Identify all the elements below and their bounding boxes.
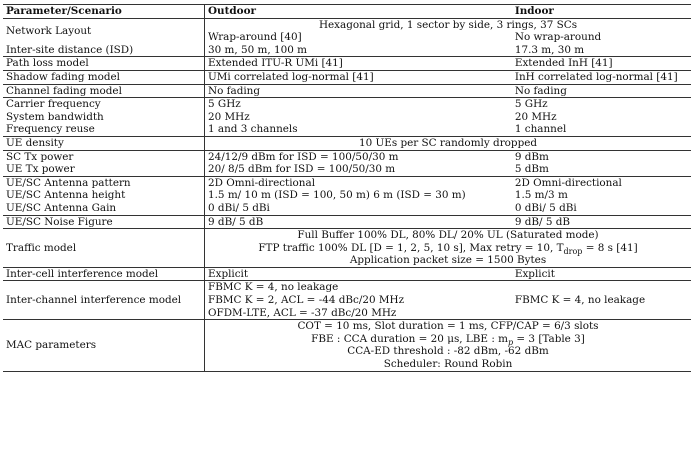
icim-outdoor: Explicit xyxy=(205,267,512,281)
row-label-ue-tx: UE Tx power xyxy=(3,163,205,176)
table-row xyxy=(3,215,691,229)
mac-line-2-text: FBE : CCA duration = 20 μs, LBE : m xyxy=(311,332,508,345)
ant-pattern-outdoor: 2D Omni-directional xyxy=(205,176,512,189)
path-loss-outdoor: Extended ITU-R UMi [41] xyxy=(205,57,512,71)
path-loss-indoor: Extended InH [41] xyxy=(512,57,691,71)
row-label-traffic: Traffic model xyxy=(3,229,205,268)
row-label-ant-pattern: UE/SC Antenna pattern xyxy=(3,176,205,189)
row-label-ue-density: UE density xyxy=(3,136,205,150)
ichim-outdoor-cell xyxy=(205,281,512,320)
row-label-ant-height: UE/SC Antenna height xyxy=(3,189,205,202)
row-label-bandwidth: System bandwidth xyxy=(3,111,205,124)
icim-indoor: Explicit xyxy=(512,267,691,281)
ichim-outdoor-line-2: FBMC K = 2, ACL = -44 dBc/20 MHz xyxy=(208,294,405,307)
ant-height-outdoor: 1.5 m/ 10 m (ISD = 100, 50 m) 6 m (ISD = 30 m) xyxy=(208,189,466,202)
row-label-ant-gain: UE/SC Antenna Gain xyxy=(3,202,205,215)
mac-line-4: Scheduler: Round Robin xyxy=(383,358,513,371)
mac-line-2-end: = 3 [Table 3] xyxy=(513,332,585,345)
shadow-indoor: InH correlated log-normal [41] xyxy=(512,70,691,84)
row-label-icim: Inter-cell interference model xyxy=(3,267,205,281)
row-label-mac: MAC parameters xyxy=(3,320,205,371)
table-row xyxy=(3,84,691,98)
mac-line-2-sub: p xyxy=(507,337,514,347)
traffic-line-2-end: = 8 s [41] xyxy=(582,241,638,254)
table-row xyxy=(3,189,691,202)
noise-indoor: 9 dB/ 5 dB xyxy=(512,215,691,229)
traffic-line-2-text: FTP traffic 100% DL [D = 1, 2, 5, 10 s], Max retry = 10, T xyxy=(258,241,564,254)
row-label-noise: UE/SC Noise Figure xyxy=(3,215,205,229)
traffic-line-1: Full Buffer 100% DL, 80% DL/ 20% UL (Saturated mode) xyxy=(297,229,599,242)
table-row xyxy=(3,320,691,371)
mac-line-1: COT = 10 ms, Slot duration = 1 ms, CFP/CAP = 6/3 slots xyxy=(297,320,599,333)
network-layout-outdoor: Wrap-around [40] xyxy=(208,31,302,44)
traffic-line-2-sub: drop xyxy=(563,246,583,256)
network-layout-indoor: No wrap-around xyxy=(514,31,602,44)
table-row xyxy=(3,163,691,176)
mac-cell xyxy=(205,320,692,371)
table-row xyxy=(3,70,691,84)
table-row xyxy=(3,98,691,111)
channel-fading-indoor: No fading xyxy=(512,84,691,98)
mac-line-2 xyxy=(208,333,688,346)
header-parameter: Parameter/Scenario xyxy=(3,5,205,19)
table-row xyxy=(3,111,691,124)
row-label-carrier: Carrier frequency xyxy=(3,98,205,111)
bandwidth-indoor: 20 MHz xyxy=(514,110,557,123)
ichim-outdoor-line-3: OFDM-LTE, ACL = -37 dBc/20 MHz xyxy=(208,306,397,319)
table-row xyxy=(3,57,691,71)
reuse-outdoor: 1 and 3 channels xyxy=(208,123,298,136)
isd-indoor: 17.3 m, 30 m xyxy=(514,43,585,56)
table-row xyxy=(3,18,691,31)
ue-tx-indoor: 5 dBm xyxy=(514,163,549,176)
row-label-sc-tx: SC Tx power xyxy=(3,150,205,163)
row-label-shadow: Shadow fading model xyxy=(3,70,205,84)
ichim-outdoor-line-1: FBMC K = 4, no leakage xyxy=(208,281,339,294)
row-label-reuse: Frequency reuse xyxy=(3,123,205,136)
sc-tx-outdoor: 24/12/9 dBm for ISD = 100/50/30 m xyxy=(205,150,512,163)
traffic-cell xyxy=(205,229,692,268)
row-label-network-layout: Network Layout xyxy=(3,18,205,44)
channel-fading-outdoor: No fading xyxy=(205,84,512,98)
shadow-outdoor: UMi correlated log-normal [41] xyxy=(205,70,512,84)
table-row xyxy=(3,136,691,150)
ue-density-span: 10 UEs per SC randomly dropped xyxy=(205,136,692,150)
traffic-line-3: Application packet size = 1500 Bytes xyxy=(349,254,547,267)
mac-line-3: CCA-ED threshold : -82 dBm, -62 dBm xyxy=(347,345,549,358)
table-row xyxy=(3,281,691,320)
reuse-indoor: 1 channel xyxy=(514,123,567,136)
ant-height-indoor: 1.5 m/3 m xyxy=(514,189,568,202)
ant-gain-outdoor: 0 dBi/ 5 dBi xyxy=(208,201,270,214)
table-row xyxy=(3,150,691,163)
ant-gain-indoor: 0 dBi/ 5 dBi xyxy=(514,201,577,214)
table-row xyxy=(3,176,691,189)
carrier-indoor: 5 GHz xyxy=(512,98,691,111)
row-label-channel-fading: Channel fading model xyxy=(3,84,205,98)
sc-tx-indoor: 9 dBm xyxy=(512,150,691,163)
row-label-path-loss: Path loss model xyxy=(3,57,205,71)
table-row xyxy=(3,44,691,57)
ant-pattern-indoor: 2D Omni-directional xyxy=(512,176,691,189)
header-outdoor: Outdoor xyxy=(205,5,512,19)
table-row xyxy=(3,267,691,281)
ichim-indoor: FBMC K = 4, no leakage xyxy=(512,281,691,320)
table-row xyxy=(3,202,691,215)
network-layout-span: Hexagonal grid, 1 sector by side, 3 rings, 37 SCs xyxy=(318,18,578,31)
isd-outdoor: 30 m, 50 m, 100 m xyxy=(208,43,307,56)
table-row xyxy=(3,229,691,268)
ue-tx-outdoor: 20/ 8/5 dBm for ISD = 100/50/30 m xyxy=(208,163,396,176)
traffic-line-2 xyxy=(208,242,688,255)
row-label-ichim: Inter-channel interference model xyxy=(3,281,205,320)
bandwidth-outdoor: 20 MHz xyxy=(208,110,250,123)
header-indoor: Indoor xyxy=(512,5,691,19)
parameters-table xyxy=(3,4,691,372)
noise-outdoor: 9 dB/ 5 dB xyxy=(205,215,512,229)
carrier-outdoor: 5 GHz xyxy=(205,98,512,111)
row-label-isd: Inter-site distance (ISD) xyxy=(3,44,205,57)
table-row xyxy=(3,123,691,136)
table-header-row xyxy=(3,5,691,19)
